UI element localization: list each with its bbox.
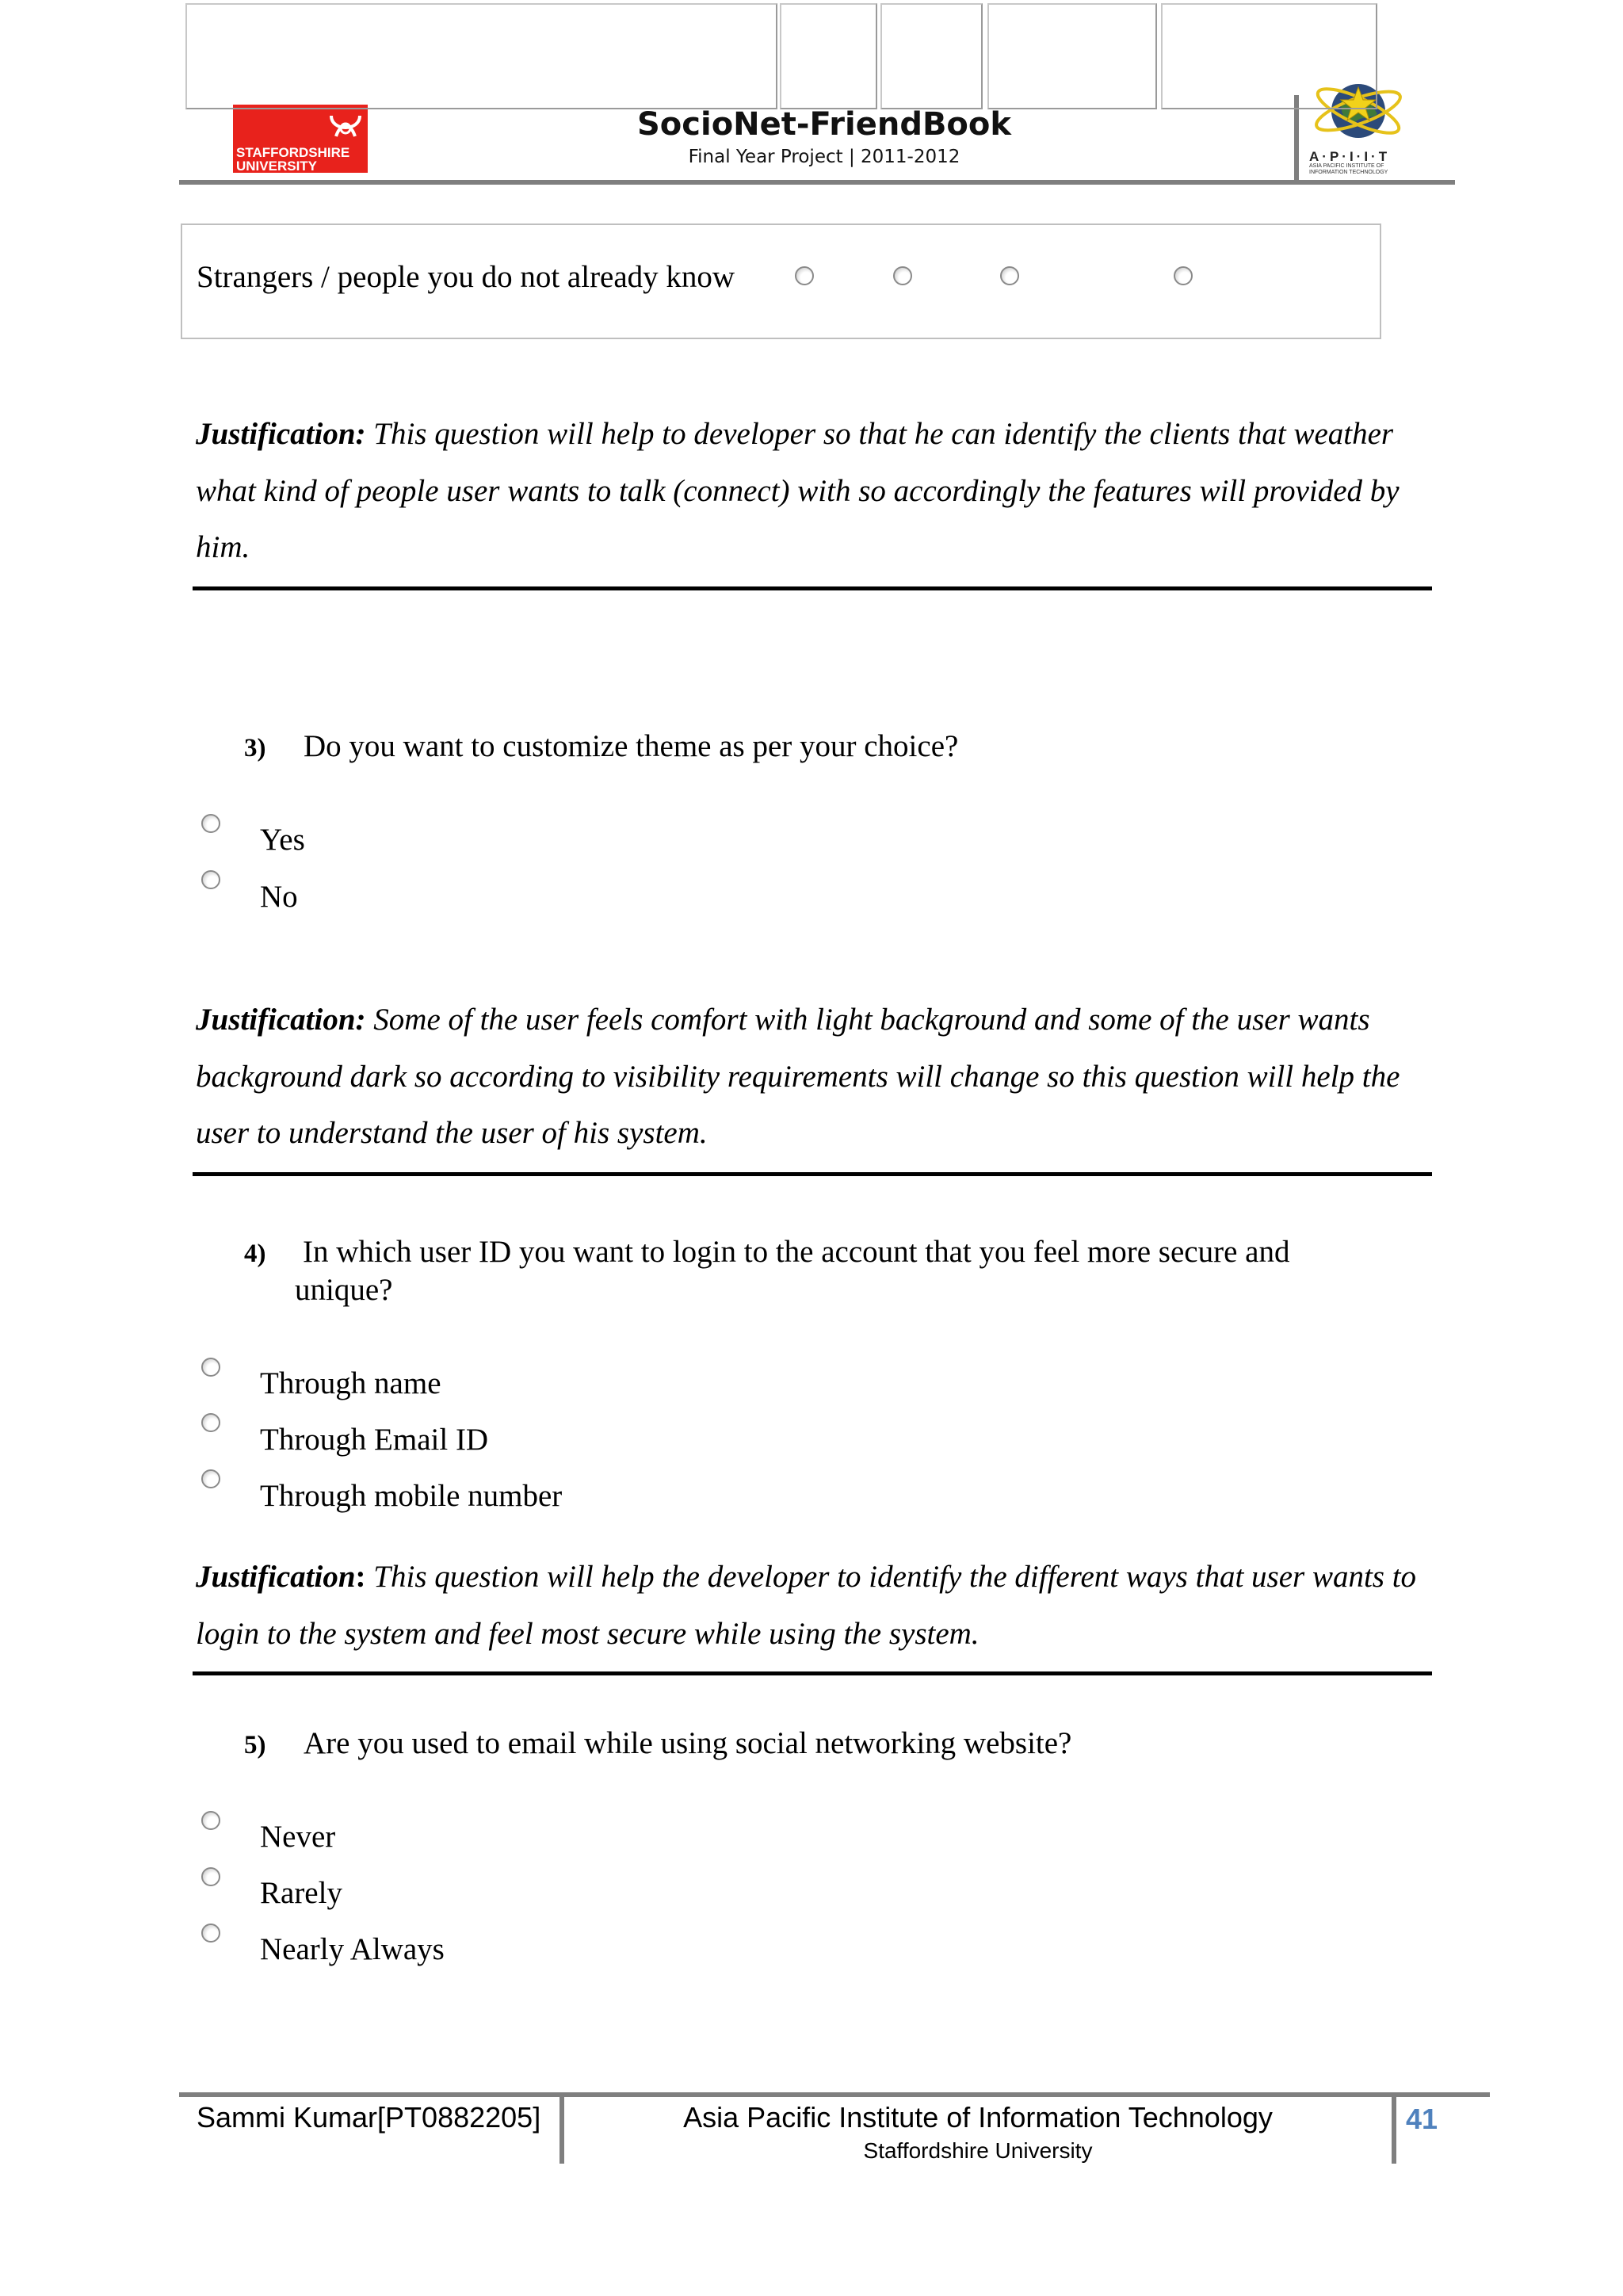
option-label: Through Email ID <box>260 1423 489 1457</box>
survey-option-cell <box>1161 3 1377 109</box>
survey-option-cell <box>880 3 983 109</box>
apiit-logo-text: A·P·I·I·T <box>1309 149 1391 164</box>
survey-option-cell <box>780 3 877 109</box>
radio-button[interactable] <box>1000 266 1019 285</box>
option-label: Rarely <box>260 1876 342 1910</box>
radio-button[interactable] <box>201 870 220 889</box>
radio-button[interactable] <box>201 814 220 833</box>
footer-institute: Asia Pacific Institute of Information Technology <box>683 2101 1273 2134</box>
survey-row-label: Strangers / people you do not already know <box>197 260 735 294</box>
question-text: Do you want to customize theme as per your choice? <box>304 729 959 763</box>
section-rule <box>193 1671 1432 1675</box>
header-rule <box>179 180 1455 185</box>
question-text: In which user ID you want to login to the account that you feel more secure and unique? <box>295 1235 1290 1307</box>
footer-divider <box>1392 2095 1396 2164</box>
document-title: SocioNet-FriendBook <box>636 106 1011 143</box>
footer-rule <box>179 2092 1490 2097</box>
radio-button[interactable] <box>795 266 814 285</box>
justification-colon: : <box>355 1560 366 1594</box>
option-label: Yes <box>260 823 305 857</box>
footer-author: Sammi Kumar[PT0882205] <box>197 2101 541 2134</box>
survey-option-cell <box>987 3 1157 109</box>
radio-button[interactable] <box>1174 266 1193 285</box>
footer-university: Staffordshire University <box>863 2138 1093 2163</box>
radio-button[interactable] <box>893 266 912 285</box>
section-rule <box>193 1172 1432 1176</box>
apiit-logo-small-text: ASIA PACIFIC INSTITUTE OF INFORMATION TECHNOLOGY <box>1309 163 1388 175</box>
survey-label-cell <box>185 3 777 109</box>
justification-paragraph <box>196 406 1440 576</box>
radio-button[interactable] <box>201 1413 220 1432</box>
logo-text-line1: STAFFORDSHIRE <box>236 145 350 160</box>
question-text: Are you used to email while using social networking website? <box>304 1726 1072 1760</box>
justification-text: Some of the user feels comfort with light background and some of the user wants background dark so according to visibility requirements will change so this question will help the user to understand the user of his system. <box>196 1003 1400 1150</box>
justification-label: Justification <box>196 1560 356 1594</box>
justification-text: This question will help to developer so that he can identify the clients that weather what kind of people user wants to talk (connect) with so accordingly the features will provided by him. <box>196 417 1400 564</box>
document-subtitle: Final Year Project | 2011-2012 <box>688 147 960 167</box>
justification-text: This question will help the developer to identify the different ways that user wants to login to the system and feel most secure while using the system. <box>196 1560 1417 1651</box>
option-label: Through mobile number <box>260 1479 563 1513</box>
stafford-knot-icon <box>327 108 365 146</box>
option-label: Through name <box>260 1366 441 1400</box>
radio-button[interactable] <box>201 1358 220 1377</box>
page-number: 41 <box>1406 2103 1438 2135</box>
option-label: Nearly Always <box>260 1932 445 1966</box>
justification-label: Justification: <box>196 417 366 451</box>
question-number: 3) <box>244 734 266 762</box>
justification-label: Justification: <box>196 1003 366 1037</box>
logo-text-line2: UNIVERSITY <box>236 159 318 174</box>
option-label: Never <box>260 1820 336 1854</box>
option-label: No <box>260 880 298 914</box>
justification-paragraph <box>196 1549 1440 1662</box>
justification-paragraph <box>196 991 1440 1162</box>
radio-button[interactable] <box>201 1811 220 1830</box>
staffordshire-logo <box>233 105 368 173</box>
radio-button[interactable] <box>201 1924 220 1943</box>
section-rule <box>193 586 1432 590</box>
question-number: 4) <box>244 1240 266 1268</box>
radio-button[interactable] <box>201 1469 220 1488</box>
question-number: 5) <box>244 1731 266 1759</box>
radio-button[interactable] <box>201 1867 220 1886</box>
